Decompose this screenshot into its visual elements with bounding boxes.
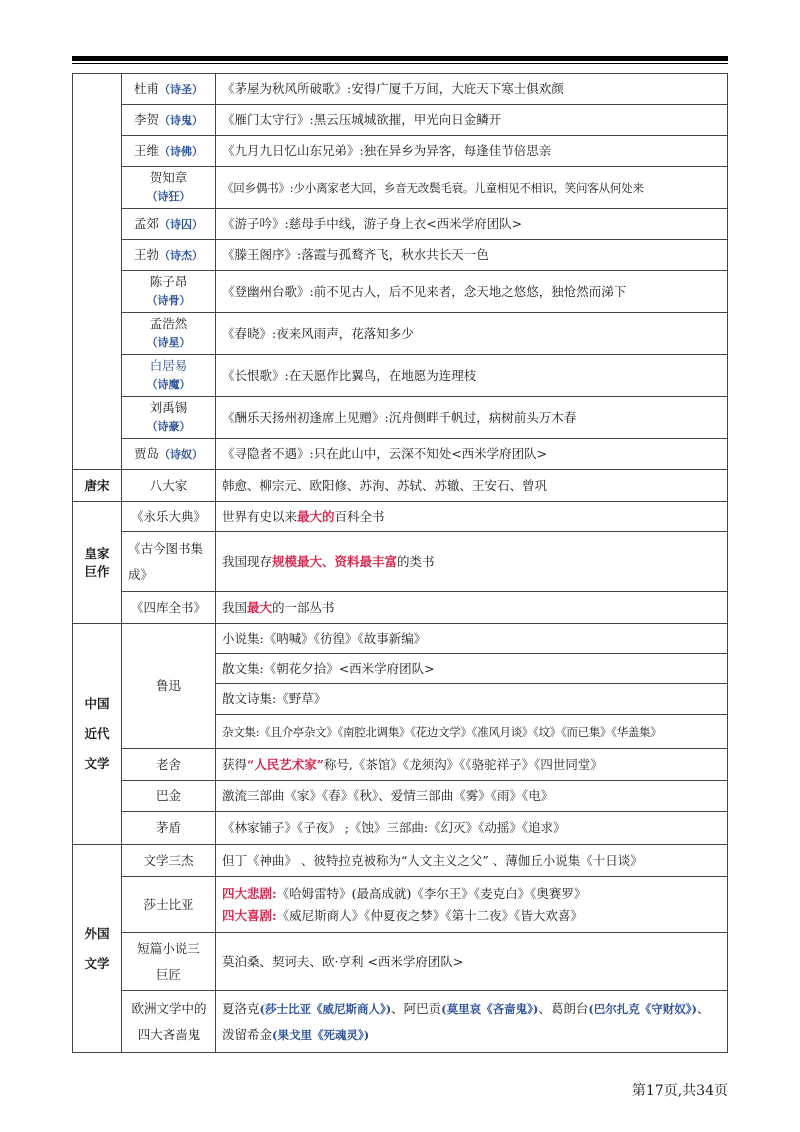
category-jindai: 中国近代文学 <box>73 624 122 845</box>
tangsong-list: 韩愈、柳宗元、欧阳修、苏洵、苏轼、苏辙、王安石、曾巩 <box>216 470 728 502</box>
book-name: 《四库全书》 <box>122 592 216 624</box>
poet-work: 《雁门太守行》:黑云压城城欲摧，甲光向日金鳞开 <box>216 105 728 136</box>
poet-work: 《滕王阁序》:落霞与孤鹜齐飞，秋水共长天一色 <box>216 240 728 271</box>
table-row <box>73 812 728 845</box>
table-row <box>73 74 728 105</box>
table-row <box>73 209 728 240</box>
table-row <box>73 877 728 933</box>
subcategory-sanjie: 文学三杰 <box>122 845 216 877</box>
poet-work: 《酬乐天扬州初逢席上见赠》:沉舟侧畔千帆过，病树前头万木春 <box>216 397 728 439</box>
table-row <box>73 749 728 781</box>
book-name: 《古今图书集成》 <box>122 532 216 592</box>
luxun-works: 散文集:《朝花夕拾》<西米学府团队> <box>216 654 728 684</box>
table-row <box>73 470 728 502</box>
table-row <box>73 167 728 209</box>
table-row <box>73 313 728 355</box>
subcategory-badajia: 八大家 <box>122 470 216 502</box>
poet-name: 孟浩然（诗星） <box>122 313 216 355</box>
poet-work: 《游子吟》:慈母手中线，游子身上衣<西米学府团队> <box>216 209 728 240</box>
category-waiguo: 外国文学 <box>73 845 122 1053</box>
table-row <box>73 845 728 877</box>
poet-name: 杜甫（诗圣） <box>122 74 216 105</box>
book-desc: 世界有史以来最大的百科全书 <box>216 502 728 532</box>
poet-name: 贺知章（诗狂） <box>122 167 216 209</box>
header-rule-thin <box>72 63 728 64</box>
poet-work: 《茅屋为秋风所破歌》:安得广厦千万间，大庇天下寒士俱欢颜 <box>216 74 728 105</box>
table-row <box>73 355 728 397</box>
table-row <box>73 240 728 271</box>
table-row <box>73 991 728 1053</box>
page-number: 第17页,共34页 <box>631 1083 728 1099</box>
luxun-works: 散文诗集:《野草》 <box>216 684 728 715</box>
header-rule-thick <box>72 56 728 61</box>
category-huangjia: 皇家巨作 <box>73 502 122 624</box>
table-row <box>73 624 728 654</box>
bajin-works: 激流三部曲《家》《春》《秋》、爱情三部曲《雾》《雨》《电》 <box>216 781 728 812</box>
poet-name: 白居易（诗魔） <box>122 355 216 397</box>
duanpian-text: 莫泊桑、契诃夫、欧·亨利 <西米学府团队> <box>216 933 728 991</box>
literature-table <box>72 73 728 1053</box>
poet-name: 刘禹锡（诗豪） <box>122 397 216 439</box>
poet-name: 王维（诗佛） <box>122 136 216 167</box>
table-row <box>73 502 728 532</box>
poet-name: 贾岛（诗奴） <box>122 439 216 470</box>
poet-work: 《寻隐者不遇》:只在此山中，云深不知处<西米学府团队> <box>216 439 728 470</box>
author-luxun: 鲁迅 <box>122 624 216 749</box>
luxun-works: 杂文集:《且介亭杂文》《南腔北调集》《花边文学》《准风月谈》《坟》《而已集》《华盖集》 <box>216 715 728 749</box>
poet-name: 王勃（诗杰） <box>122 240 216 271</box>
table-row <box>73 781 728 812</box>
table-row <box>73 105 728 136</box>
author-maodun: 茅盾 <box>122 812 216 845</box>
laoshe-works: 获得“人民艺术家”称号,《茶馆》《龙须沟》《《骆驼祥子》《四世同堂》 <box>216 749 728 781</box>
table-row <box>73 592 728 624</box>
author-bajin: 巴金 <box>122 781 216 812</box>
table-row <box>73 271 728 313</box>
book-desc: 我国现存规模最大、资料最丰富的类书 <box>216 532 728 592</box>
category-cell-tang-poets <box>73 74 122 470</box>
table-row <box>73 136 728 167</box>
shakespeare-works: 四大悲剧:《哈姆雷特》(最高成就)《李尔王》《麦克白》《奥赛罗》 四大喜剧:《威尼斯商人》《仲夏夜之梦》《第十二夜》《皆大欢喜》 <box>216 877 728 933</box>
poet-work: 《长恨歌》:在天愿作比翼鸟，在地愿为连理枝 <box>216 355 728 397</box>
linse-text: 夏洛克(莎士比亚《威尼斯商人》)、阿巴贡(莫里哀《吝啬鬼》)、葛朗台(巴尔扎克《守财奴》)、泼留希金(果戈里《死魂灵》) <box>216 991 728 1053</box>
author-shakespeare: 莎士比亚 <box>122 877 216 933</box>
poet-work: 《春晓》:夜来风雨声，花落知多少 <box>216 313 728 355</box>
table-row <box>73 439 728 470</box>
poet-work: 《回乡偶书》:少小离家老大回，乡音无改鬓毛衰。儿童相见不相识，笑问客从何处来 <box>216 167 728 209</box>
poet-name: 孟郊（诗囚） <box>122 209 216 240</box>
table-row <box>73 532 728 592</box>
table-row <box>73 397 728 439</box>
poet-work: 《登幽州台歌》:前不见古人，后不见来者，念天地之悠悠，独怆然而涕下 <box>216 271 728 313</box>
poet-work: 《九月九日忆山东兄弟》:独在异乡为异客，每逢佳节倍思亲 <box>216 136 728 167</box>
table-row <box>73 933 728 991</box>
maodun-works: 《林家铺子》《子夜》 ;《蚀》三部曲:《幻灭》《动摇》《追求》 <box>216 812 728 845</box>
subcategory-linse: 欧洲文学中的四大吝啬鬼 <box>122 991 216 1053</box>
poet-name: 陈子昂（诗骨） <box>122 271 216 313</box>
poet-name: 李贺（诗鬼） <box>122 105 216 136</box>
sanjie-text: 但丁《神曲》 、彼特拉克被称为“人文主义之父” 、薄伽丘小说集《十日谈》 <box>216 845 728 877</box>
book-desc: 我国最大的一部丛书 <box>216 592 728 624</box>
subcategory-duanpian: 短篇小说三巨匠 <box>122 933 216 991</box>
luxun-works: 小说集:《呐喊》《彷徨》《故事新编》 <box>216 624 728 654</box>
book-name: 《永乐大典》 <box>122 502 216 532</box>
author-laoshe: 老舍 <box>122 749 216 781</box>
category-tangsong: 唐宋 <box>73 470 122 502</box>
